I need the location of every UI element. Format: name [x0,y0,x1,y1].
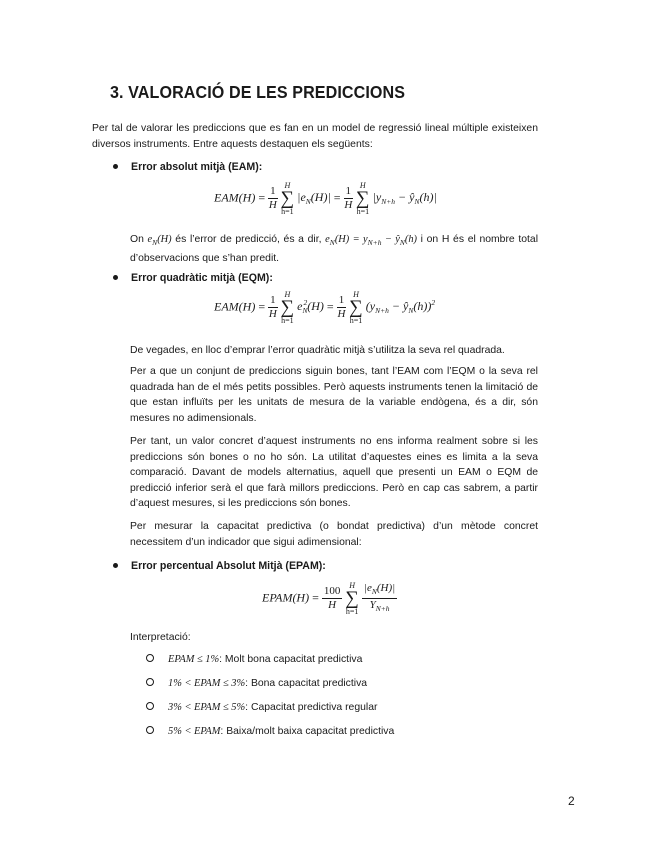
bullet-epam [113,560,326,572]
interpretation-condition: 3% < EPAM ≤ 5% [168,702,246,713]
eqm-formula: EAM(H) = $\frac{1}{H}$ H ∑ h=1 $e_N^2(H)$ = $\frac{1}{H}$ H ∑ h=1 ($y_{N+h}$ − $ŷ_N(h))^2$ [214,290,436,325]
eam-note-symbol: e [147,234,153,245]
circle-bullet-icon [146,654,154,662]
interpretation-condition: 1% < EPAM ≤ 3% [168,678,246,689]
eqm-heading: Error quadràtic mitjà (EQM): [131,272,273,284]
interpretation-item [146,702,377,713]
bullet-eam [113,161,262,173]
eam-note-c: i on H és el nombre total d’observacions que s’han predit. [130,234,539,264]
section-title: 3. VALORACIÓ DE LES PREDICCIONS [110,82,406,102]
epam-formula-lhs: EPAM(H) [262,590,310,605]
eam-note: On $e_N(H)$ és l’error de predicció, és a dir, $e_N(H) = y_{N+h}$ − $ŷ_N(h)$ i on H és el nombre total d’observacions que s’han predit. [130,234,539,264]
bullet-eqm [113,272,273,284]
intro-paragraph: Per tal de valorar les prediccions que es fan en un model de regressió lineal múltiple existeixen diversos instruments. Entre aquests destaquen els següents: [92,123,538,150]
eqm-formula-lhs: EAM(H) [214,299,256,314]
interpretation-condition: 5% < EPAM [168,726,221,737]
circle-bullet-icon [146,702,154,710]
interpretation-text: : Capacitat predictiva regular [245,702,378,713]
interpretation-text: : Baixa/molt baixa capacitat predictiva [220,726,395,737]
interpretation-item [146,678,367,689]
interpretation-text: : Molt bona capacitat predictiva [219,654,363,665]
paragraph-2: Per tant, un valor concret d’aquest instruments no ens informa realment sobre si les prediccions són bones o no ho són. La utilitat d’aquestes eines es limita a la seva comparació. Davant de models alternatius, aquell que presenti un EAM o EQM de predicció inferior serà el que farà millors prediccions. Però en cap cas sabrem, a partir d’aquest mesures, si les prediccions són bones. [130,436,538,509]
paragraph-1: Per a que un conjunt de prediccions siguin bones, tant l’EAM com l’EQM o la seva rel quadrada han de el més petits possibles. Però aquests instruments tenen la limitació de que estan influïts per les unitats de mesura de la variable endògena, és a dir, són mesures no adimensionals. [130,366,538,424]
eam-heading: Error absolut mitjà (EAM): [131,161,263,173]
bullet-dot-icon [113,275,118,280]
eam-formula-lhs: EAM(H) [214,190,256,205]
page-number: 2 [568,794,575,808]
eam-note-b: és l’error de predicció, és a dir, [171,234,326,245]
bullet-dot-icon [113,164,118,169]
circle-bullet-icon [146,726,154,734]
interpretation-label: Interpretació: [130,632,191,643]
eam-formula: EAM(H) = $\frac{1}{H}$ H ∑ h=1 $|e_N(H)|$ = $\frac{1}{H}$ H ∑ h=1 $|y_{N+h}$ − $ŷ_N(h)|$ [214,181,437,216]
interpretation-item [146,726,394,737]
eqm-note: De vegades, en lloc d’emprar l’error quadràtic mitjà s’utilitza la seva rel quadrada. [130,345,505,356]
interpretation-item [146,654,362,665]
circle-bullet-icon [146,678,154,686]
eam-note-a: On [130,234,148,245]
interpretation-text: : Bona capacitat predictiva [245,678,368,689]
bullet-dot-icon [113,563,118,568]
interpretation-condition: EPAM ≤ 1% [168,654,220,665]
epam-heading: Error percentual Absolut Mitjà (EPAM): [131,560,326,572]
epam-numerator: 100 [323,585,341,597]
epam-formula: EPAM(H) = $\frac{100}{H}$ H ∑ h=1 $\frac{|e_N(H)|}{Y_{N+h}}$ [262,581,396,616]
paragraph-3: Per mesurar la capacitat predictiva (o bondat predictiva) d’un mètode concret necessitem d’un indicador que sigui adimensional: [130,521,538,548]
